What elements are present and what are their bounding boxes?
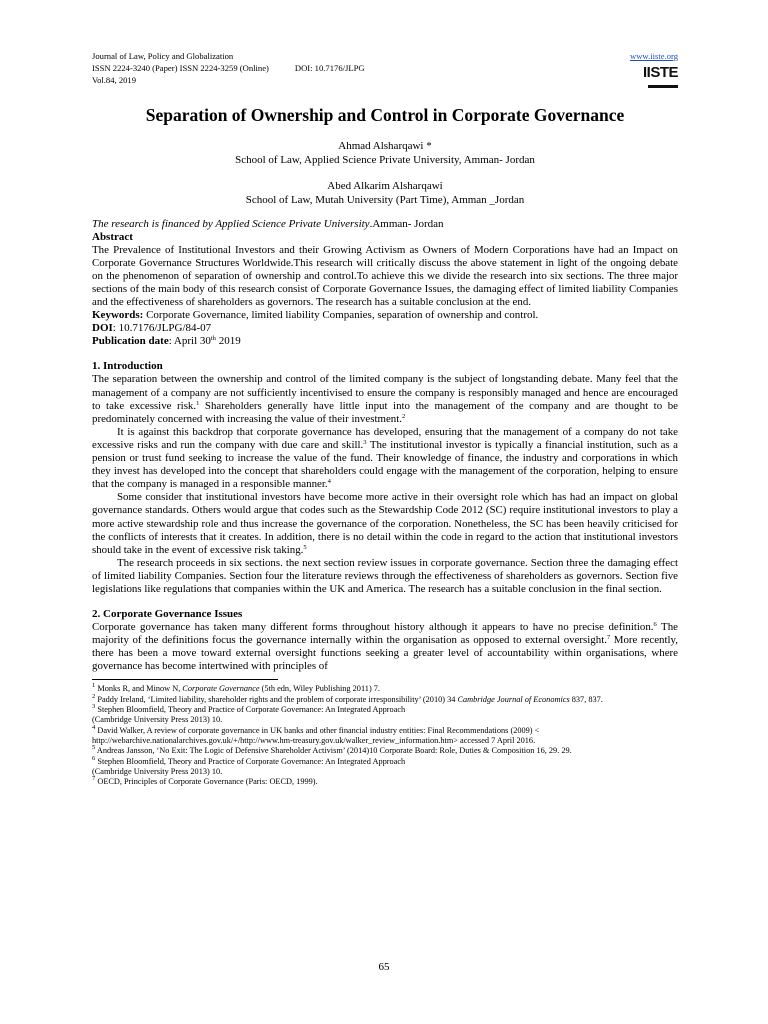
author-block-1 bbox=[92, 139, 678, 167]
journal-url-link[interactable]: www.iiste.org bbox=[630, 51, 678, 61]
footnotes bbox=[92, 684, 678, 787]
document-page bbox=[92, 50, 678, 787]
section-heading-corporate-governance-issues: 2. Corporate Governance Issues bbox=[92, 608, 243, 621]
footnote-7: $^7$ OECD, Principles of Corporate Governance (Paris: OECD, 1999). bbox=[92, 775, 318, 787]
author-name: Ahmad Alsharqawi * bbox=[338, 140, 432, 152]
footnote-2: $^2$ Paddy Ireland, ‘Limited liability, shareholder rights and the problem of corporate irresponsibility’ (2010) 34 Cambridge Journal of Economics 837, 837. bbox=[92, 692, 603, 704]
footnote-divider bbox=[92, 679, 278, 680]
section2-paragraph-1: Corporate governance has taken many different forms throughout history although it appears to have no precise definition.$^6$ The majority of the definitions focus the governance internally within the organisation as opposed to external oversight.$^7$ More recently, there has been a move toward external oversight functions seeking a greater level of accountability within organisations, where governance has become intertwined with principles of bbox=[92, 621, 678, 673]
footnote-ref[interactable]: 5 bbox=[303, 543, 307, 551]
footnote-6: $^6$ Stephen Bloomfield, Theory and Practice of Corporate Governance: An Integrated Approach (Cambridge University Press 2013) 10. bbox=[92, 754, 406, 776]
page-number: 65 bbox=[378, 961, 390, 973]
footnote-ref[interactable]: 2 bbox=[401, 412, 406, 420]
journal-name: Journal of Law, Policy and Globalization bbox=[92, 51, 234, 61]
footnote-4: $^4$ David Walker, A review of corporate governance in UK banks and other financial industry entities: Final Recommendations (2009) < http://webarchive.nationalarchives.gov.uk/+/http://www.hm-treasury.gov.uk/walker_review_information.htm> accessed 7 April 2016. bbox=[92, 723, 540, 745]
footnote-1: $^1$ Monks R, and Minow N, Corporate Governance (5th edn, Wiley Publishing 2011) 7. bbox=[92, 682, 381, 694]
volume: Vol.84, 2019 bbox=[92, 75, 137, 85]
issn: ISSN 2224-3240 (Paper) ISSN 2224-3259 (Online) bbox=[92, 63, 269, 73]
keywords-line: Keywords: Corporate Governance, limited liability Companies, separation of ownership and control. bbox=[92, 309, 539, 322]
intro-paragraph-1: The separation between the ownership and control of the limited company is the subject of longstanding debate. Many feel that the management of a company are not sufficiently incentivised to ensure the company is responsibly managed and hence are encouraged to take excessive risk.$^1$ Shareholders generally have little input into the management of the company and are thought to be predominately concerned with increasing the value of their investment.$^2$ bbox=[92, 373, 678, 425]
section-heading-introduction: 1. Introduction bbox=[92, 360, 163, 373]
intro-paragraph-4: The research proceeds in six sections. the next section review issues in corporate governance. Section three the damaging effect of limited liability Companies. Section four the literature reviews through the effectiveness of shareholders as governors. Section five legislations like regulations that companies within the UK and America. The research has a suitable conclusion in the final section. bbox=[92, 556, 678, 595]
footnote-ref[interactable]: 7 bbox=[606, 634, 611, 642]
footnote-ref[interactable]: 3 bbox=[363, 438, 367, 446]
footnote-ref[interactable]: 4 bbox=[327, 478, 331, 486]
intro-paragraph-2: It is against this backdrop that corporate governance has developed, ensuring that the management of a company do not take excessive risks and run the company with due care and skill.$^3$ The institutional investor is typically a financial institution, such as a pension or trust fund seeking to increase the value of the fund. Their knowledge of finance, the industry and corporations in which they invest has developed into the concept that shareholders could engage with the management of the corporation, helping to ensure that the company is managed in a responsible manner.$^4$ bbox=[92, 425, 679, 491]
iiste-logo: IISTE bbox=[648, 64, 678, 88]
paper-title: Separation of Ownership and Control in Corporate Governance bbox=[145, 105, 625, 125]
abstract-text: The Prevalence of Institutional Investors and their Growing Activism as Owners of Modern Corporations have had an Impact on Corporate Governance Structures Worldwide.This research will critically discuss the above statement in light of the ongoing debate on the phenomenon of separation of ownership and control.To achieve this we divide the research into six sections. The three major sections of the main body of this research consist of Corporate Governance Issues, the damaging effect of limited liability Companies and the effectiveness of shareholders as governors. The research has a suitable conclusion at the end. bbox=[92, 244, 678, 309]
doi-line: DOI: 10.7176/JLPG/84-07 bbox=[92, 322, 212, 335]
author-block-2 bbox=[92, 179, 678, 207]
abstract-label: Abstract bbox=[92, 231, 133, 243]
author-affiliation: School of Law, Applied Science Private University, Amman- Jordan bbox=[235, 154, 535, 166]
footnote-5: $^5$ Andreas Jansson, ‘No Exit: The Logic of Defensive Shareholder Activism’ (2014)10 Corporate Board: Role, Duties & Composition 16, 29. 29. bbox=[92, 744, 572, 756]
publication-date-line: Publication date: April 30th 2019 bbox=[92, 335, 241, 348]
author-affiliation: School of Law, Mutah University (Part Time), Amman _Jordan bbox=[245, 194, 525, 206]
journal-doi: DOI: 10.7176/JLPG bbox=[294, 63, 365, 73]
author-name: Abed Alkarim Alsharqawi bbox=[327, 180, 443, 192]
footnote-3: $^3$ Stephen Bloomfield, Theory and Practice of Corporate Governance: An Integrated Approach (Cambridge University Press 2013) 10. bbox=[92, 703, 406, 725]
footnote-ref[interactable]: 1 bbox=[196, 399, 200, 407]
intro-paragraph-3: Some consider that institutional investors have become more active in their oversight role which has had an impact on global governance standards. Others would argue that codes such as the Stewardship Code 2012 (SC) require institutional investors to play a more active stewardship role and thus increase the governance of the corporation. Nonetheless, the SC has been heavily criticised for the conflicts of interests that it creates. In addition, there is no detail within the code in regard to the action that institutional investors should take in the event of excessive risk taking.$^5$ bbox=[92, 491, 678, 556]
journal-header bbox=[92, 50, 678, 96]
funding-note: The research is financed by Applied Science Private University.Amman- Jordan bbox=[92, 218, 444, 230]
footnote-ref[interactable]: 6 bbox=[653, 621, 657, 629]
